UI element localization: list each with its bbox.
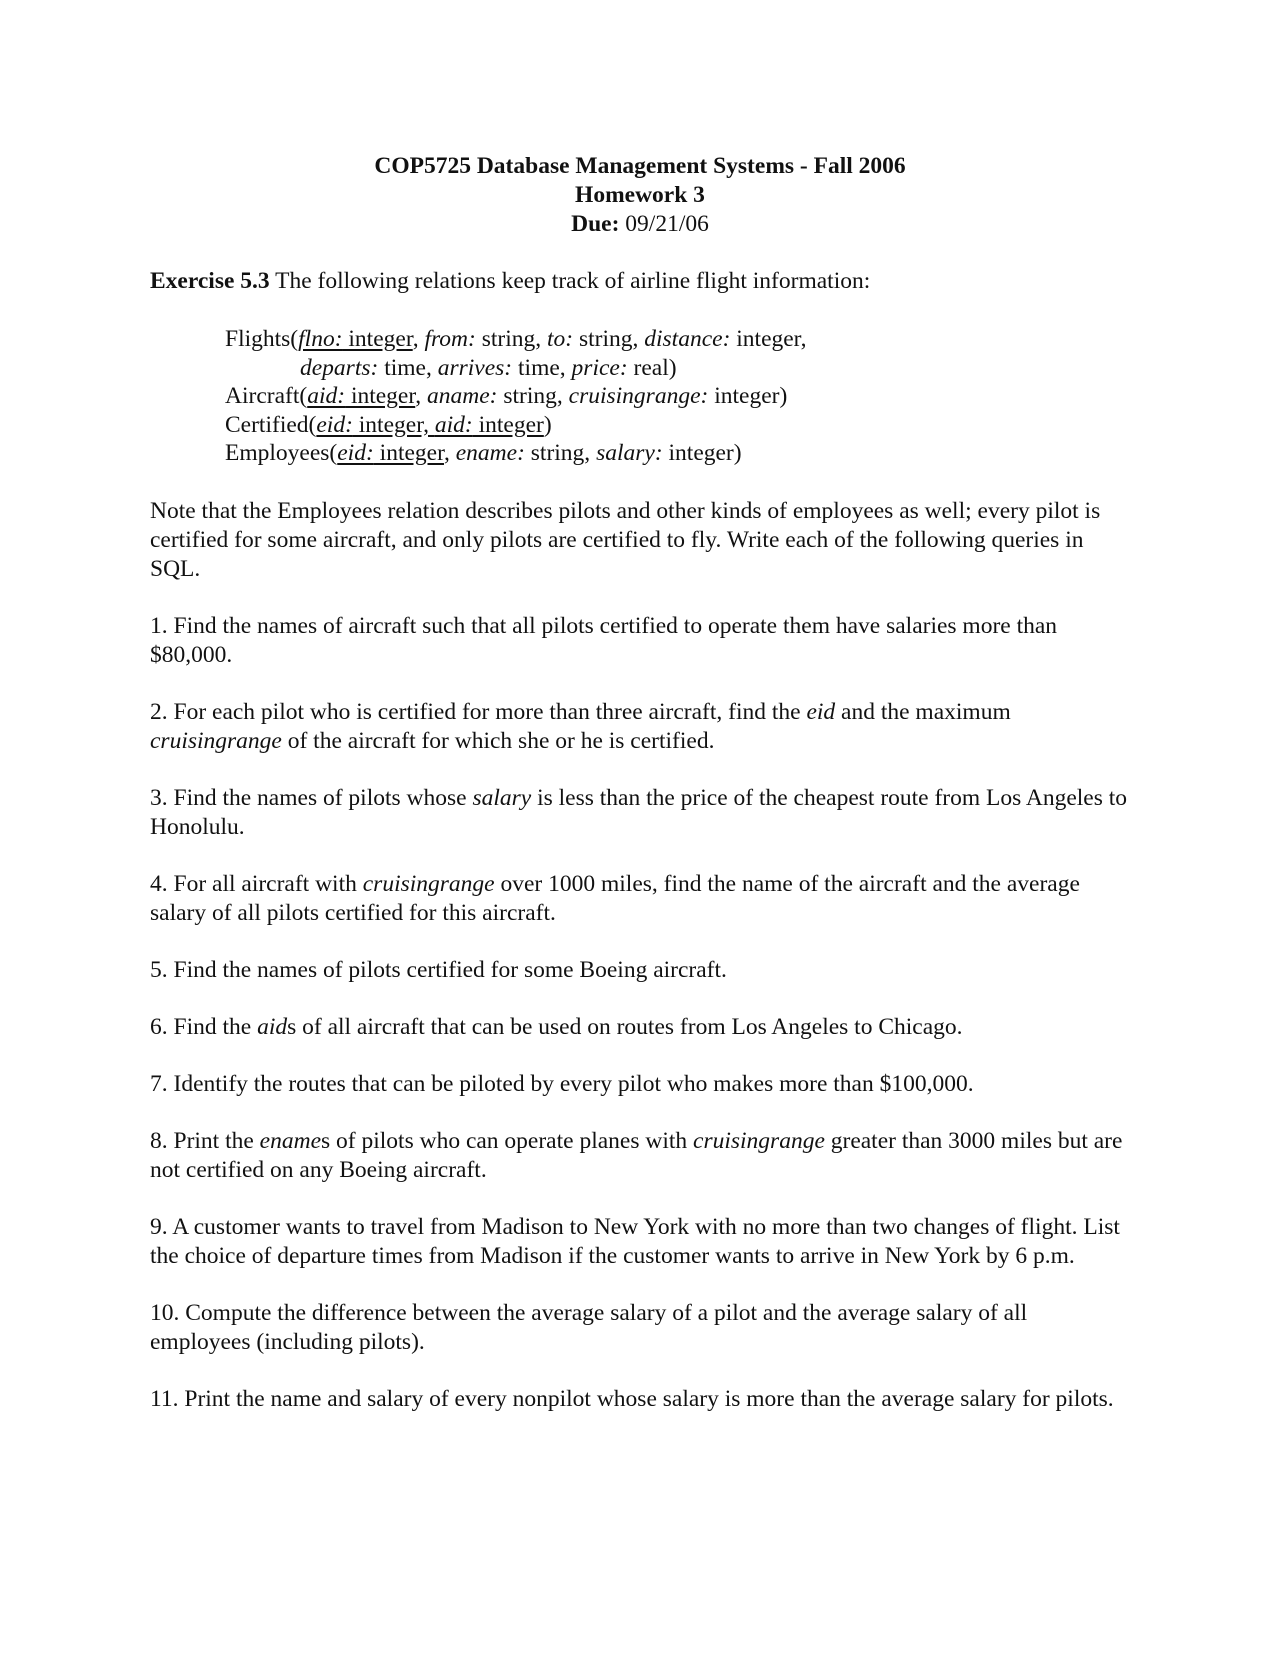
attr-name: from: bbox=[424, 326, 476, 352]
question-list bbox=[150, 612, 1130, 1442]
relation-name: Aircraft( bbox=[225, 383, 308, 409]
attr-name: eid: bbox=[337, 440, 374, 466]
text: s of pilots who can operate planes with bbox=[321, 1128, 694, 1154]
question-5: 5. Find the names of pilots certified for some Boeing aircraft. bbox=[150, 957, 727, 983]
attr-type: string, bbox=[524, 440, 597, 466]
term: salary bbox=[472, 785, 532, 811]
question-8 bbox=[150, 1127, 1130, 1185]
exercise-label: Exercise 5.3 bbox=[150, 268, 270, 294]
text: 2. For each pilot who is certified for more than three aircraft, find the bbox=[150, 699, 807, 725]
question-7: 7. Identify the routes that can be piloted by every pilot who makes more than $100,000. bbox=[150, 1071, 974, 1097]
text: s of all aircraft that can be used on routes from Los Angeles to Chicago. bbox=[287, 1014, 963, 1040]
primary-key bbox=[316, 412, 543, 438]
text: 4. For all aircraft with bbox=[150, 871, 363, 897]
attr-name: aid: bbox=[434, 411, 473, 438]
text: is less than the price of the cheapest route from Los Angeles to Honolulu. bbox=[150, 785, 1128, 840]
question-1: 1. Find the names of aircraft such that all pilots certified to operate them have salaries more than $80,000. bbox=[150, 613, 1058, 668]
question-10: 10. Compute the difference between the average salary of a pilot and the average salary of all employees (including pilots). bbox=[150, 1300, 1028, 1355]
document-header bbox=[0, 152, 1280, 239]
question-2 bbox=[150, 698, 1130, 756]
attr-type: real) bbox=[627, 354, 677, 381]
attr-type: string, bbox=[475, 326, 547, 352]
question-9: 9. A customer wants to travel from Madison to New York with no more than two changes of flight. List the choice of departure times from Madison if the customer wants to arrive in New York by 6 p.m. bbox=[150, 1214, 1120, 1269]
attr-type: integer bbox=[345, 383, 416, 409]
attr-type: integer) bbox=[708, 383, 788, 409]
attr-name: aid: bbox=[307, 383, 346, 409]
term: cruisingrange bbox=[693, 1128, 825, 1154]
text: over 1000 miles, find the name of the aircraft and the average salary of all pilots certified for this aircraft. bbox=[150, 871, 1080, 926]
attr-type: integer bbox=[472, 411, 544, 438]
term: eid bbox=[806, 699, 836, 725]
term: aid bbox=[257, 1014, 288, 1040]
attr-name: distance: bbox=[644, 326, 731, 352]
attr-type: time, bbox=[378, 354, 438, 381]
course-title: COP5725 Database Management Systems - Fall 2006 bbox=[374, 153, 906, 179]
attr-name: ename: bbox=[455, 440, 525, 466]
exercise-intro-text: The following relations keep track of airline flight information: bbox=[269, 268, 871, 294]
note-paragraph: Note that the Employees relation describes pilots and other kinds of employees as well; every pilot is certified for some aircraft, and only pilots are certified to fly. Write each of the following queries in SQL. bbox=[150, 498, 1101, 582]
attr-name: eid: bbox=[316, 411, 353, 438]
attr-name: aname: bbox=[427, 383, 498, 409]
schema-aircraft: Aircraft(aid: integer, aname: string, cruisingrange: integer) bbox=[225, 383, 788, 409]
relation-close: ) bbox=[543, 411, 552, 438]
term: cruisingrange bbox=[150, 728, 282, 754]
term: cruisingrange bbox=[362, 871, 495, 897]
relation-schema bbox=[225, 325, 1125, 468]
due-label: Due: bbox=[571, 211, 620, 237]
schema-employees: Employees(eid: integer, ename: string, salary: integer) bbox=[225, 440, 742, 466]
text: 6. Find the bbox=[150, 1014, 258, 1040]
relation-name: Flights( bbox=[225, 326, 299, 352]
attr-type: integer, bbox=[730, 326, 807, 352]
schema-flights-cont bbox=[225, 354, 1125, 383]
attr-type: integer, bbox=[352, 411, 435, 438]
text: 3. Find the names of pilots whose bbox=[150, 785, 473, 811]
text: greater than 3000 miles but are not certified on any Boeing aircraft. bbox=[150, 1128, 1123, 1183]
schema-flights: Flights(flno: integer, from: string, to: string, distance: integer, bbox=[225, 326, 807, 352]
attr-type: integer bbox=[373, 440, 444, 466]
attr-name: departs: bbox=[300, 354, 379, 381]
attr-name: salary: bbox=[596, 440, 663, 466]
due-value: 09/21/06 bbox=[619, 211, 709, 237]
attr-name: to: bbox=[546, 326, 574, 352]
primary-key bbox=[337, 440, 444, 466]
primary-key bbox=[307, 383, 415, 409]
homework-title: Homework 3 bbox=[575, 182, 705, 208]
attr-type: integer bbox=[342, 326, 413, 352]
question-11: 11. Print the name and salary of every nonpilot whose salary is more than the average salary for pilots. bbox=[150, 1386, 1114, 1412]
relation-name: Employees( bbox=[225, 440, 338, 466]
attr-name: cruisingrange: bbox=[568, 383, 709, 409]
attr-name: flno: bbox=[298, 326, 343, 352]
exercise-intro bbox=[150, 267, 1130, 296]
attr-type: time, bbox=[512, 354, 572, 381]
primary-key bbox=[298, 326, 413, 352]
text: 8. Print the bbox=[150, 1128, 260, 1154]
question-4 bbox=[150, 870, 1130, 928]
question-6 bbox=[150, 1013, 1130, 1042]
attr-type: string, bbox=[573, 326, 645, 352]
term: ename bbox=[259, 1128, 322, 1154]
attr-type: string, bbox=[497, 383, 569, 409]
attr-type: integer) bbox=[662, 440, 742, 466]
schema-certified bbox=[225, 411, 1125, 440]
question-3 bbox=[150, 784, 1130, 842]
relation-name: Certified( bbox=[225, 411, 317, 438]
text: and the maximum bbox=[835, 699, 1011, 725]
attr-name: price: bbox=[571, 354, 628, 381]
text: of the aircraft for which she or he is certified. bbox=[281, 728, 715, 754]
attr-name: arrives: bbox=[437, 354, 513, 381]
due-date-line bbox=[0, 210, 1280, 239]
